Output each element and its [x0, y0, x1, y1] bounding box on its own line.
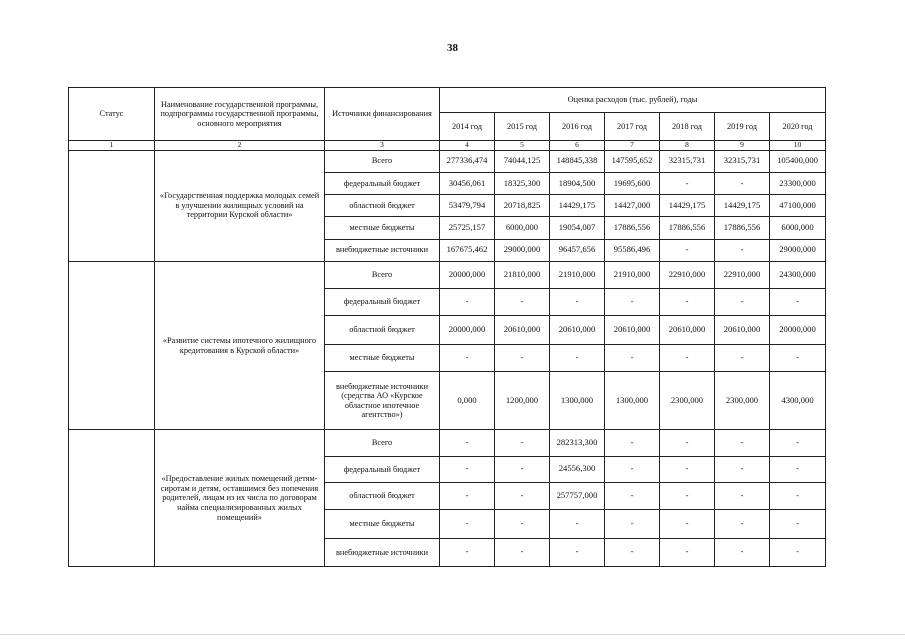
status-cell [69, 150, 155, 261]
amount-cell: 18904,500 [550, 172, 605, 194]
amount-cell: 22910,000 [715, 261, 770, 288]
amount-cell: - [660, 430, 715, 456]
amount-cell: - [495, 538, 550, 566]
header-year: 2015 год [495, 113, 550, 141]
amount-cell: 47100,000 [770, 195, 826, 217]
amount-cell: 24556,300 [550, 456, 605, 482]
amount-cell: 1300,000 [605, 371, 660, 430]
amount-cell: 25725,157 [440, 217, 495, 239]
amount-cell: - [715, 538, 770, 566]
amount-cell: 20718,825 [495, 195, 550, 217]
amount-cell: - [605, 483, 660, 510]
amount-cell: 277336,474 [440, 150, 495, 172]
amount-cell: - [605, 344, 660, 371]
status-cell [69, 261, 155, 430]
amount-cell: 1300,000 [550, 371, 605, 430]
amount-cell: 20610,000 [495, 316, 550, 344]
amount-cell: 18325,300 [495, 172, 550, 194]
status-cell [69, 430, 155, 567]
amount-cell: - [495, 344, 550, 371]
funding-source-cell: Всего [325, 150, 440, 172]
amount-cell: - [495, 289, 550, 316]
index-cell: 2 [155, 141, 325, 151]
funding-source-cell: областной бюджет [325, 195, 440, 217]
index-cell: 3 [325, 141, 440, 151]
amount-cell: 17886,556 [605, 217, 660, 239]
header-estimate: Оценка расходов (тыс. рублей), годы [440, 88, 826, 113]
amount-cell: 20000,000 [440, 316, 495, 344]
amount-cell: - [550, 289, 605, 316]
amount-cell: 29000,000 [495, 239, 550, 261]
amount-cell: 19695,600 [605, 172, 660, 194]
amount-cell: - [605, 430, 660, 456]
amount-cell: - [715, 510, 770, 538]
amount-cell: - [440, 538, 495, 566]
amount-cell: 20610,000 [605, 316, 660, 344]
amount-cell: - [660, 483, 715, 510]
funding-source-cell: Всего [325, 430, 440, 456]
amount-cell: - [605, 456, 660, 482]
funding-source-cell: местные бюджеты [325, 344, 440, 371]
amount-cell: 29000,000 [770, 239, 826, 261]
amount-cell: - [660, 344, 715, 371]
amount-cell: 32315,731 [715, 150, 770, 172]
amount-cell: 14427,000 [605, 195, 660, 217]
amount-cell: 20000,000 [440, 261, 495, 288]
scan-edge-line [0, 634, 905, 635]
amount-cell: - [660, 239, 715, 261]
amount-cell: 22910,000 [660, 261, 715, 288]
amount-cell: - [605, 510, 660, 538]
amount-cell: - [660, 538, 715, 566]
program-name-cell: «Развитие системы ипотечного жилищного кредитования в Курской области» [155, 261, 325, 430]
amount-cell: 2300,000 [715, 371, 770, 430]
amount-cell: - [770, 510, 826, 538]
amount-cell: 32315,731 [660, 150, 715, 172]
amount-cell: - [495, 456, 550, 482]
funding-source-cell: внебюджетные источники [325, 538, 440, 566]
amount-cell: - [440, 344, 495, 371]
amount-cell: 95586,496 [605, 239, 660, 261]
amount-cell: 20610,000 [715, 316, 770, 344]
amount-cell: - [715, 456, 770, 482]
funding-source-cell: Всего [325, 261, 440, 288]
amount-cell: 0,000 [440, 371, 495, 430]
amount-cell: - [550, 538, 605, 566]
amount-cell: 4300,000 [770, 371, 826, 430]
table-row [69, 261, 826, 288]
amount-cell: 17886,556 [660, 217, 715, 239]
amount-cell: 147595,652 [605, 150, 660, 172]
amount-cell: - [605, 289, 660, 316]
header-year: 2018 год [660, 113, 715, 141]
funding-source-cell: областной бюджет [325, 483, 440, 510]
amount-cell: - [495, 510, 550, 538]
amount-cell: - [770, 430, 826, 456]
amount-cell: - [550, 344, 605, 371]
amount-cell: 148845,338 [550, 150, 605, 172]
amount-cell: - [715, 483, 770, 510]
amount-cell: 20610,000 [660, 316, 715, 344]
amount-cell: - [660, 510, 715, 538]
amount-cell: 167675,462 [440, 239, 495, 261]
amount-cell: - [715, 239, 770, 261]
table-header [69, 88, 826, 151]
index-cell: 4 [440, 141, 495, 151]
header-status: Статус [69, 88, 155, 141]
amount-cell: 24300,000 [770, 261, 826, 288]
amount-cell: 30456,061 [440, 172, 495, 194]
amount-cell: 6000,000 [495, 217, 550, 239]
amount-cell: - [495, 483, 550, 510]
amount-cell: - [440, 289, 495, 316]
budget-table [68, 87, 826, 567]
funding-source-cell: внебюджетные источники [325, 239, 440, 261]
amount-cell: - [715, 289, 770, 316]
amount-cell: - [715, 344, 770, 371]
amount-cell: 17886,556 [715, 217, 770, 239]
amount-cell: - [770, 538, 826, 566]
amount-cell: 21910,000 [550, 261, 605, 288]
amount-cell: 1200,000 [495, 371, 550, 430]
amount-cell: 21810,000 [495, 261, 550, 288]
amount-cell: - [660, 456, 715, 482]
index-cell: 1 [69, 141, 155, 151]
index-cell: 6 [550, 141, 605, 151]
amount-cell: 96457,656 [550, 239, 605, 261]
funding-source-cell: областной бюджет [325, 316, 440, 344]
funding-source-cell: внебюджетные источники (средства АО «Курское областное ипотечное агентство») [325, 371, 440, 430]
amount-cell: 19054,007 [550, 217, 605, 239]
amount-cell: - [605, 538, 660, 566]
program-name-cell: «Предоставление жилых помещений детям-сиротам и детям, оставшимся без попечения родителей, лицам из их числа по договорам найма специализированных жилых помещений» [155, 430, 325, 567]
page-number: 38 [447, 42, 458, 54]
amount-cell: - [550, 510, 605, 538]
index-cell: 10 [770, 141, 826, 151]
header-year: 2017 год [605, 113, 660, 141]
amount-cell: - [440, 430, 495, 456]
table-row [69, 150, 826, 172]
amount-cell: 20610,000 [550, 316, 605, 344]
header-year: 2014 год [440, 113, 495, 141]
amount-cell: 74044,125 [495, 150, 550, 172]
funding-source-cell: местные бюджеты [325, 510, 440, 538]
header-year: 2019 год [715, 113, 770, 141]
index-row [69, 141, 826, 151]
amount-cell: 6000,000 [770, 217, 826, 239]
table-body [69, 150, 826, 566]
program-name-cell: «Государственная поддержка молодых семей в улучшении жилищных условий на территории Курской области» [155, 150, 325, 261]
amount-cell: 14429,175 [715, 195, 770, 217]
amount-cell: 20000,000 [770, 316, 826, 344]
amount-cell: - [770, 483, 826, 510]
funding-source-cell: федеральный бюджет [325, 289, 440, 316]
amount-cell: - [440, 456, 495, 482]
header-program-name: Наименование государственной программы, подпрограммы государственной программы, основного мероприятия [155, 88, 325, 141]
index-cell: 5 [495, 141, 550, 151]
amount-cell: 282313,300 [550, 430, 605, 456]
amount-cell: - [770, 344, 826, 371]
funding-source-cell: федеральный бюджет [325, 172, 440, 194]
funding-source-cell: местные бюджеты [325, 217, 440, 239]
amount-cell: - [770, 289, 826, 316]
header-year: 2016 год [550, 113, 605, 141]
amount-cell: - [495, 430, 550, 456]
amount-cell: - [715, 172, 770, 194]
amount-cell: 23300,000 [770, 172, 826, 194]
amount-cell: - [440, 510, 495, 538]
index-cell: 8 [660, 141, 715, 151]
amount-cell: 105400,000 [770, 150, 826, 172]
header-year: 2020 год [770, 113, 826, 141]
amount-cell: - [440, 483, 495, 510]
amount-cell: 21910,000 [605, 261, 660, 288]
index-cell: 9 [715, 141, 770, 151]
amount-cell: 257757,000 [550, 483, 605, 510]
header-sources: Источники финансирования [325, 88, 440, 141]
amount-cell: 2300,000 [660, 371, 715, 430]
funding-source-cell: федеральный бюджет [325, 456, 440, 482]
index-cell: 7 [605, 141, 660, 151]
amount-cell: 53479,794 [440, 195, 495, 217]
amount-cell: 14429,175 [550, 195, 605, 217]
amount-cell: - [715, 430, 770, 456]
amount-cell: - [660, 172, 715, 194]
amount-cell: - [770, 456, 826, 482]
table-row [69, 430, 826, 456]
amount-cell: - [660, 289, 715, 316]
amount-cell: 14429,175 [660, 195, 715, 217]
